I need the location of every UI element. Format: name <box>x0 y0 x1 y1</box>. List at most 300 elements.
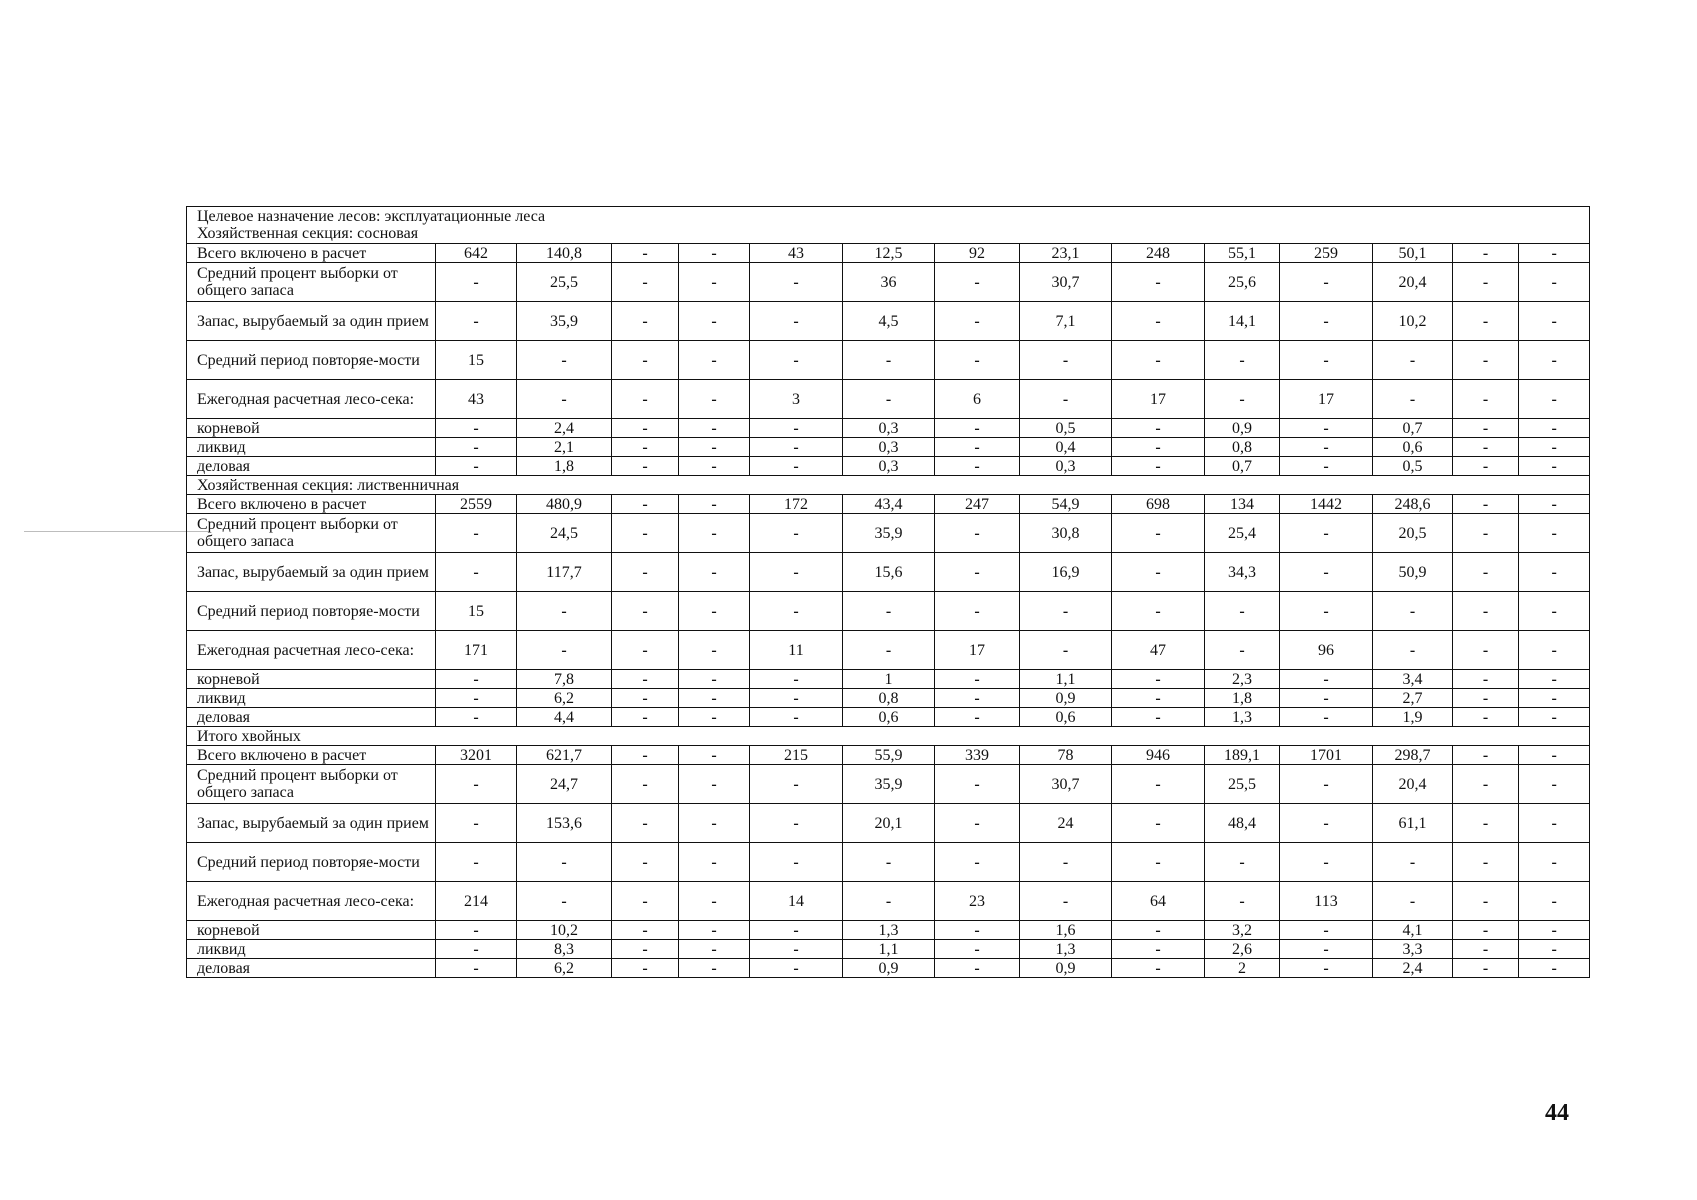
page-number: 44 <box>1545 1100 1569 1126</box>
table-cell: 61,1 <box>1373 804 1453 843</box>
table-cell: - <box>612 592 679 631</box>
table-cell: 14 <box>750 882 843 921</box>
table-cell: - <box>436 514 517 553</box>
table-cell: 17 <box>1112 380 1205 419</box>
table-row <box>187 438 1590 457</box>
table-cell: - <box>1519 419 1590 438</box>
table-cell: 248 <box>1112 244 1205 263</box>
row-label: ликвид <box>187 689 436 708</box>
table-cell: 50,9 <box>1373 553 1453 592</box>
table-row <box>187 804 1590 843</box>
table-cell: - <box>1205 380 1280 419</box>
table-cell: 35,9 <box>843 765 935 804</box>
table-cell: 25,5 <box>1205 765 1280 804</box>
table-cell: - <box>1020 882 1112 921</box>
table-cell: 7,8 <box>517 670 612 689</box>
table-cell: - <box>1453 921 1519 940</box>
table-cell: - <box>750 689 843 708</box>
table-cell: - <box>1280 959 1373 978</box>
table-cell: - <box>1519 882 1590 921</box>
table-cell: - <box>1519 804 1590 843</box>
table-cell: 35,9 <box>517 302 612 341</box>
table-cell: - <box>612 689 679 708</box>
table-cell: 2,1 <box>517 438 612 457</box>
row-label: деловая <box>187 457 436 476</box>
table-cell: 0,8 <box>1205 438 1280 457</box>
table-cell: 1,3 <box>1205 708 1280 727</box>
table-cell: - <box>679 302 750 341</box>
table-cell: - <box>436 843 517 882</box>
table-cell: - <box>843 592 935 631</box>
table-cell: - <box>679 244 750 263</box>
table-cell: - <box>750 553 843 592</box>
table-cell: - <box>1373 843 1453 882</box>
table-cell: 1442 <box>1280 495 1373 514</box>
table-cell: - <box>750 670 843 689</box>
table-row <box>187 514 1590 553</box>
table-cell: - <box>1280 689 1373 708</box>
table-cell: - <box>436 940 517 959</box>
table-cell: - <box>935 341 1020 380</box>
table-cell: - <box>935 419 1020 438</box>
table-cell: - <box>1280 553 1373 592</box>
table-cell: 47 <box>1112 631 1205 670</box>
table-cell: - <box>679 553 750 592</box>
table-cell: - <box>935 708 1020 727</box>
table-cell: - <box>1453 765 1519 804</box>
table-cell: - <box>1519 843 1590 882</box>
table-cell: 24 <box>1020 804 1112 843</box>
table-cell: 3,2 <box>1205 921 1280 940</box>
table-cell: - <box>1519 592 1590 631</box>
table-cell: 96 <box>1280 631 1373 670</box>
table-cell: - <box>750 438 843 457</box>
table-cell: 10,2 <box>1373 302 1453 341</box>
table-cell: - <box>679 843 750 882</box>
table-row <box>187 708 1590 727</box>
table-cell: - <box>1112 708 1205 727</box>
table-cell: - <box>1280 592 1373 631</box>
row-label: Средний процент выборки от общего запаса <box>187 514 436 553</box>
table-cell: 1,3 <box>843 921 935 940</box>
table-cell: 17 <box>935 631 1020 670</box>
table-cell: 1 <box>843 670 935 689</box>
table-row <box>187 592 1590 631</box>
table-cell: - <box>1519 341 1590 380</box>
table-cell: - <box>1453 341 1519 380</box>
table-cell: 6 <box>935 380 1020 419</box>
table-cell: 698 <box>1112 495 1205 514</box>
table-cell: - <box>750 921 843 940</box>
table-cell: 3 <box>750 380 843 419</box>
table-cell: - <box>436 765 517 804</box>
table-cell: 2 <box>1205 959 1280 978</box>
table-cell: 3,3 <box>1373 940 1453 959</box>
table-cell: - <box>1453 495 1519 514</box>
row-label: ликвид <box>187 438 436 457</box>
table-cell: - <box>1453 263 1519 302</box>
table-cell: - <box>1280 843 1373 882</box>
table-row <box>187 631 1590 670</box>
table-cell: - <box>517 380 612 419</box>
table-row <box>187 689 1590 708</box>
table-cell: 64 <box>1112 882 1205 921</box>
table-cell: 20,4 <box>1373 263 1453 302</box>
table-cell: - <box>436 457 517 476</box>
cutting-area-table <box>186 206 1590 978</box>
table-cell: 24,5 <box>517 514 612 553</box>
section-row <box>187 476 1590 495</box>
table-cell: 0,9 <box>843 959 935 978</box>
table-cell: 24,7 <box>517 765 612 804</box>
table-cell: 20,4 <box>1373 765 1453 804</box>
table-cell: - <box>1453 689 1519 708</box>
table-cell: 0,4 <box>1020 438 1112 457</box>
table-cell: - <box>1205 882 1280 921</box>
row-label: Средний процент выборки от общего запаса <box>187 765 436 804</box>
table-cell: - <box>1453 553 1519 592</box>
header-cell <box>187 207 1590 244</box>
table-cell: - <box>750 514 843 553</box>
table-cell: 15 <box>436 592 517 631</box>
table-cell: 23,1 <box>1020 244 1112 263</box>
table-cell: - <box>612 804 679 843</box>
table-cell: - <box>843 631 935 670</box>
table-cell: 946 <box>1112 746 1205 765</box>
table-cell: 12,5 <box>843 244 935 263</box>
table-cell: 4,1 <box>1373 921 1453 940</box>
table-cell: 2559 <box>436 495 517 514</box>
table-cell: 113 <box>1280 882 1373 921</box>
table-cell: - <box>935 689 1020 708</box>
table-cell: 0,6 <box>843 708 935 727</box>
table-cell: 0,7 <box>1373 419 1453 438</box>
table-cell: - <box>935 940 1020 959</box>
table-cell: - <box>1519 959 1590 978</box>
table-cell: 172 <box>750 495 843 514</box>
table-cell: - <box>679 495 750 514</box>
table-row <box>187 380 1590 419</box>
table-cell: - <box>517 843 612 882</box>
table-cell: - <box>843 843 935 882</box>
table-cell: - <box>1280 804 1373 843</box>
table-cell: - <box>750 457 843 476</box>
table-cell: 1,8 <box>1205 689 1280 708</box>
table-cell: 2,4 <box>1373 959 1453 978</box>
table-cell: - <box>1020 631 1112 670</box>
table-cell: - <box>612 553 679 592</box>
table-cell: - <box>1519 689 1590 708</box>
table-row <box>187 921 1590 940</box>
table-row <box>187 959 1590 978</box>
table-cell: - <box>1373 341 1453 380</box>
table-cell: 55,9 <box>843 746 935 765</box>
table-row <box>187 882 1590 921</box>
table-cell: 134 <box>1205 495 1280 514</box>
table-cell: - <box>1453 882 1519 921</box>
table-cell: - <box>1112 940 1205 959</box>
table-row <box>187 495 1590 514</box>
table-cell: 0,8 <box>843 689 935 708</box>
table-cell: - <box>1453 746 1519 765</box>
table-cell: - <box>1205 592 1280 631</box>
row-label: Средний период повторяе-мости <box>187 592 436 631</box>
table-cell: - <box>1453 514 1519 553</box>
table-cell: - <box>1519 765 1590 804</box>
table-cell: 0,5 <box>1373 457 1453 476</box>
table-cell: - <box>436 689 517 708</box>
table-cell: - <box>436 708 517 727</box>
table-cell: - <box>843 341 935 380</box>
table-cell: 140,8 <box>517 244 612 263</box>
table-cell: - <box>679 746 750 765</box>
table-cell: - <box>1112 921 1205 940</box>
table-cell: - <box>1519 380 1590 419</box>
table-cell: - <box>935 804 1020 843</box>
table-row <box>187 457 1590 476</box>
table-cell: 92 <box>935 244 1020 263</box>
table-cell: 1,1 <box>843 940 935 959</box>
table-cell: 15 <box>436 341 517 380</box>
table-cell: - <box>679 263 750 302</box>
table-cell: 23 <box>935 882 1020 921</box>
table-cell: 1,6 <box>1020 921 1112 940</box>
table-row <box>187 940 1590 959</box>
table-cell: - <box>612 940 679 959</box>
table-cell: 4,5 <box>843 302 935 341</box>
table-cell: 0,6 <box>1020 708 1112 727</box>
table-cell: 2,6 <box>1205 940 1280 959</box>
table-cell: 43 <box>750 244 843 263</box>
table-cell: - <box>1112 959 1205 978</box>
table-cell: - <box>1519 438 1590 457</box>
row-label: Запас, вырубаемый за один прием <box>187 553 436 592</box>
table-cell: - <box>1280 341 1373 380</box>
table-cell: 0,7 <box>1205 457 1280 476</box>
table-cell: 259 <box>1280 244 1373 263</box>
table-cell: - <box>679 514 750 553</box>
table-cell: - <box>935 592 1020 631</box>
table-cell: - <box>436 419 517 438</box>
table-cell: - <box>750 263 843 302</box>
table-row <box>187 263 1590 302</box>
row-label: Запас, вырубаемый за один прием <box>187 302 436 341</box>
table-cell: - <box>1453 959 1519 978</box>
table-cell: - <box>1112 804 1205 843</box>
table-cell: 0,3 <box>843 438 935 457</box>
table-cell: - <box>1020 380 1112 419</box>
row-label: деловая <box>187 708 436 727</box>
row-label: Средний период повторяе-мости <box>187 843 436 882</box>
table-cell: - <box>1519 553 1590 592</box>
table-cell: - <box>612 765 679 804</box>
table-row <box>187 746 1590 765</box>
table-cell: - <box>679 457 750 476</box>
table-cell: 25,6 <box>1205 263 1280 302</box>
table-cell: - <box>612 419 679 438</box>
table-cell: 17 <box>1280 380 1373 419</box>
table-cell: 0,3 <box>1020 457 1112 476</box>
table-cell: - <box>843 380 935 419</box>
table-cell: 3,4 <box>1373 670 1453 689</box>
row-label: Всего включено в расчет <box>187 746 436 765</box>
table-cell: - <box>843 882 935 921</box>
table-cell: - <box>935 670 1020 689</box>
table-cell: - <box>612 341 679 380</box>
table-cell: - <box>1519 302 1590 341</box>
row-label: Средний процент выборки от общего запаса <box>187 263 436 302</box>
table-cell: - <box>1453 244 1519 263</box>
table-cell: - <box>1112 263 1205 302</box>
table-cell: - <box>679 765 750 804</box>
table-cell: 25,4 <box>1205 514 1280 553</box>
table-cell: - <box>1519 244 1590 263</box>
row-label: Всего включено в расчет <box>187 495 436 514</box>
table-cell: - <box>679 689 750 708</box>
table-cell: 6,2 <box>517 689 612 708</box>
table-cell: - <box>1280 438 1373 457</box>
table-cell: 0,3 <box>843 419 935 438</box>
table-cell: - <box>436 263 517 302</box>
table-cell: - <box>612 959 679 978</box>
table-cell: - <box>679 341 750 380</box>
table-cell: - <box>750 592 843 631</box>
table-cell: - <box>1453 804 1519 843</box>
table-cell: - <box>679 380 750 419</box>
table-cell: 0,6 <box>1373 438 1453 457</box>
table-cell: - <box>612 631 679 670</box>
table-cell: - <box>517 631 612 670</box>
table-cell: 50,1 <box>1373 244 1453 263</box>
table-cell: - <box>679 438 750 457</box>
table-row <box>187 765 1590 804</box>
table-cell: - <box>1112 438 1205 457</box>
table-cell: - <box>1519 495 1590 514</box>
table-cell: - <box>612 495 679 514</box>
table-cell: - <box>1453 438 1519 457</box>
table-cell: - <box>750 843 843 882</box>
table-cell: 1,9 <box>1373 708 1453 727</box>
table-cell: - <box>1519 631 1590 670</box>
table-cell: 247 <box>935 495 1020 514</box>
table-cell: 54,9 <box>1020 495 1112 514</box>
table-cell: - <box>679 631 750 670</box>
table-cell: 248,6 <box>1373 495 1453 514</box>
table-cell: - <box>1112 689 1205 708</box>
table-cell: - <box>612 670 679 689</box>
table-cell: 3201 <box>436 746 517 765</box>
section-title: Итого хвойных <box>187 727 1590 746</box>
table-cell: - <box>935 514 1020 553</box>
table-cell: 1,1 <box>1020 670 1112 689</box>
table-cell: - <box>1519 921 1590 940</box>
table-cell: - <box>1519 263 1590 302</box>
row-label: Запас, вырубаемый за один прием <box>187 804 436 843</box>
table-cell: - <box>1112 592 1205 631</box>
table-cell: - <box>1112 302 1205 341</box>
table-cell: - <box>436 438 517 457</box>
table-cell: 25,5 <box>517 263 612 302</box>
row-label: ликвид <box>187 940 436 959</box>
table-cell: 215 <box>750 746 843 765</box>
table-cell: - <box>612 921 679 940</box>
table-cell: 20,1 <box>843 804 935 843</box>
table-cell: - <box>612 438 679 457</box>
row-label: деловая <box>187 959 436 978</box>
table-row <box>187 553 1590 592</box>
table-cell: - <box>612 380 679 419</box>
table-cell: 1,3 <box>1020 940 1112 959</box>
table-cell: 78 <box>1020 746 1112 765</box>
table-cell: - <box>612 263 679 302</box>
table-cell: - <box>1453 708 1519 727</box>
table-cell: - <box>1453 631 1519 670</box>
table-cell: 480,9 <box>517 495 612 514</box>
table-cell: 10,2 <box>517 921 612 940</box>
table-cell: - <box>612 843 679 882</box>
table-cell: - <box>679 804 750 843</box>
table-cell: - <box>1519 457 1590 476</box>
table-cell: 16,9 <box>1020 553 1112 592</box>
table-cell: 7,1 <box>1020 302 1112 341</box>
table-cell: 298,7 <box>1373 746 1453 765</box>
table-cell: 153,6 <box>517 804 612 843</box>
table-cell: - <box>935 765 1020 804</box>
table-cell: - <box>1280 419 1373 438</box>
row-label: Ежегодная расчетная лесо-сека: <box>187 631 436 670</box>
table-cell: 36 <box>843 263 935 302</box>
table-cell: 55,1 <box>1205 244 1280 263</box>
table-cell: - <box>1453 843 1519 882</box>
table-cell: - <box>750 959 843 978</box>
table-cell: - <box>1112 419 1205 438</box>
table-cell: - <box>612 882 679 921</box>
table-cell: 14,1 <box>1205 302 1280 341</box>
row-label: корневой <box>187 921 436 940</box>
table-cell: - <box>935 921 1020 940</box>
table-cell: - <box>679 882 750 921</box>
table-row <box>187 341 1590 380</box>
table-cell: - <box>1519 670 1590 689</box>
table-cell: - <box>612 302 679 341</box>
row-label: Ежегодная расчетная лесо-сека: <box>187 882 436 921</box>
table-cell: - <box>935 553 1020 592</box>
table-cell: 1,8 <box>517 457 612 476</box>
section-title: Хозяйственная секция: лиственничная <box>187 476 1590 495</box>
table-cell: - <box>1519 708 1590 727</box>
table-cell: 8,3 <box>517 940 612 959</box>
table-cell: - <box>1373 380 1453 419</box>
table-cell: - <box>517 882 612 921</box>
table-cell: 621,7 <box>517 746 612 765</box>
table-cell: - <box>935 302 1020 341</box>
table-cell: - <box>679 940 750 959</box>
table-cell: - <box>935 959 1020 978</box>
table-cell: - <box>1112 341 1205 380</box>
table-cell: 30,7 <box>1020 765 1112 804</box>
table-cell: - <box>1112 765 1205 804</box>
table-cell: - <box>1280 263 1373 302</box>
table-cell: - <box>935 843 1020 882</box>
section-title-pine: Хозяйственная секция: сосновая <box>197 225 419 242</box>
table-cell: - <box>1112 843 1205 882</box>
table-cell: 6,2 <box>517 959 612 978</box>
table-cell: - <box>1519 746 1590 765</box>
table-cell: - <box>1112 514 1205 553</box>
table-cell: - <box>1280 921 1373 940</box>
table-cell: - <box>612 708 679 727</box>
table-cell: - <box>1112 553 1205 592</box>
